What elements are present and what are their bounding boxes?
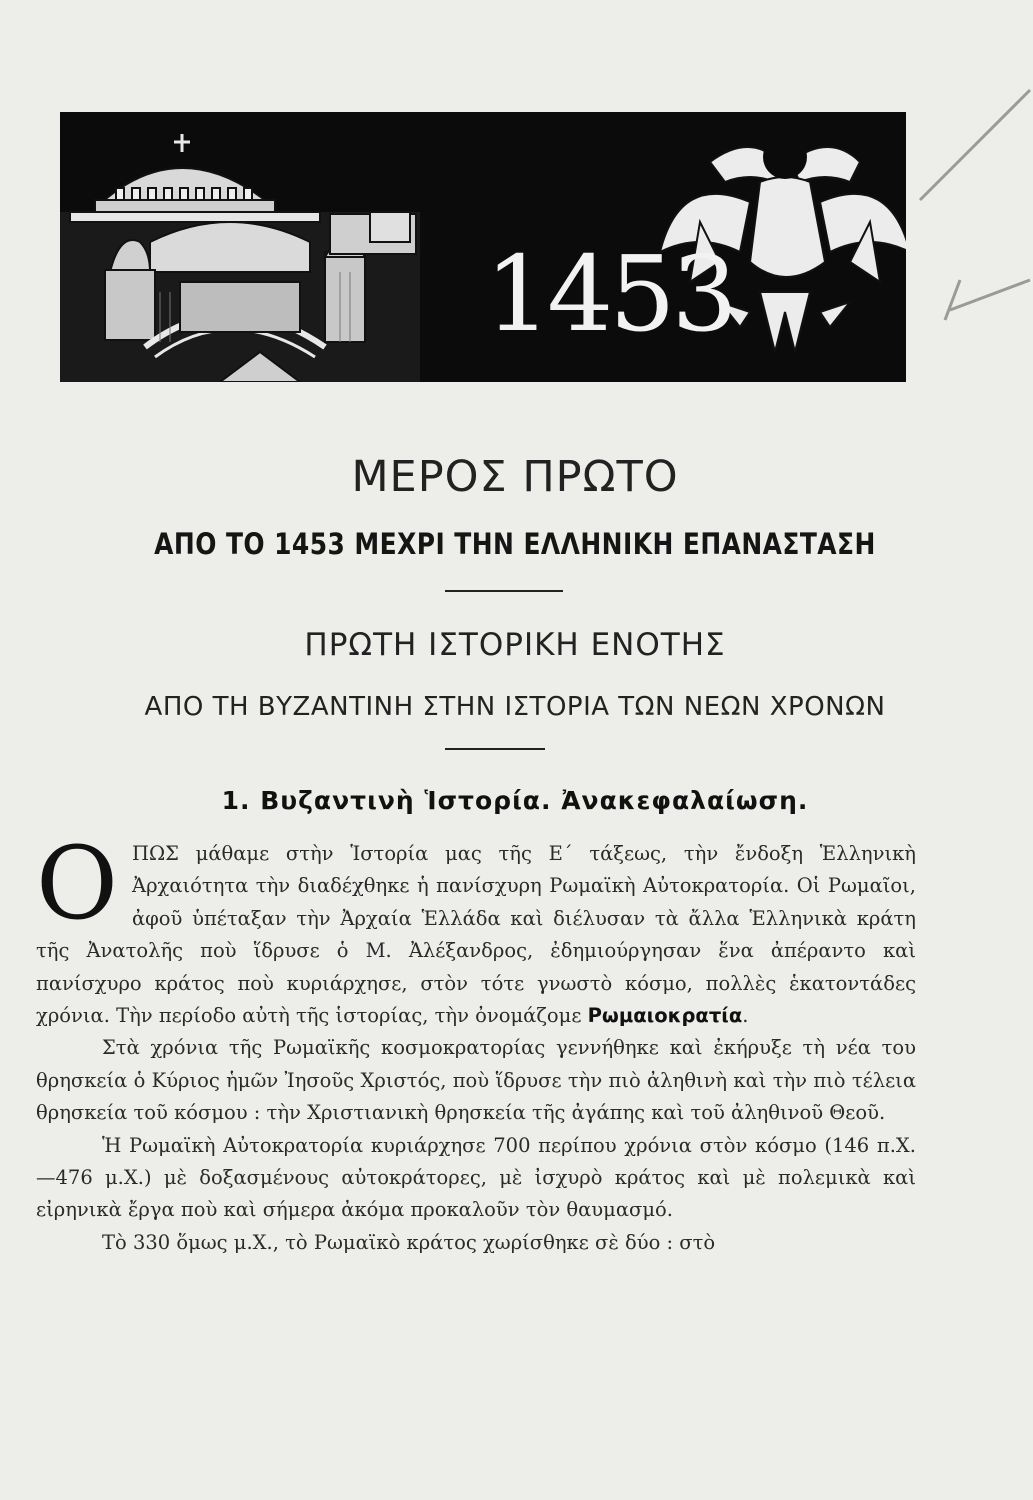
unit-title: ΠΡΩΤΗ ΙΣΤΟΡΙΚΗ ΕΝΟΤΗΣ xyxy=(304,627,726,663)
drop-cap: Ο xyxy=(36,825,118,942)
pencil-check-marks xyxy=(900,80,1033,340)
part-subtitle: ΑΠΟ ΤΟ 1453 ΜΕΧΡΙ ΤΗΝ ΕΛΛΗΝΙΚΗ ΕΠΑΝΑΣΤΑΣΗ xyxy=(154,527,876,561)
paragraph-1 xyxy=(36,825,916,1032)
paragraph-1-end: . xyxy=(742,1004,749,1028)
paragraph-2: Στὰ χρόνια τῆς Ρωμαϊκῆς κοσμοκρατορίας γεννήθηκε καὶ ἐκήρυξε τὴ νέα του θρησκεία ὁ Κύριος ἡμῶν Ἰησοῦς Χριστός, ποὺ ἵδρυσε τὴν πιὸ ἀληθινὴ καὶ τὴν πιὸ τέλεια θρησκεία τοῦ κόσμου : τὴν Χριστιανικὴ θρησκεία τῆς ἀγάπης καὶ τοῦ ἀληθινοῦ Θεοῦ. xyxy=(36,1036,916,1125)
paragraph-4: Τὸ 330 ὅμως μ.Χ., τὸ Ρωμαϊκὸ κράτος χωρίσθηκε σὲ δύο : στὸ xyxy=(102,1230,716,1254)
chapter-heading: 1. Βυζαντινὴ Ἱστορία. Ἀνακεφαλαίωση. xyxy=(221,786,809,815)
header-banner xyxy=(60,112,906,382)
unit-subtitle: ΑΠΟ ΤΗ ΒΥΖΑΝΤΙΝΗ ΣΤΗΝ ΙΣΤΟΡΙΑ ΤΩΝ ΝΕΩΝ ΧΡΟΝΩΝ xyxy=(144,692,886,722)
paragraph-1-text: ΠΩΣ μάθαμε στὴν Ἱστορία μας τῆς Ε΄ τάξεως, τὴν ἔνδοξη Ἑλληνικὴ Ἀρχαιότητα τὴν διαδέχθηκε ἡ πανίσχυρη Ρωμαϊκὴ Αὐτοκρατορία. Οἱ Ρωμαῖοι, ἀφοῦ ὑπέταξαν τὴν Ἀρχαία Ἑλλάδα καὶ διέλυσαν τὰ ἄλλα Ἑλληνικὰ κράτη τῆς Ἀνατολῆς ποὺ ἵδρυσε ὁ Μ. Ἀλέξανδρος, ἐδημιούργησαν ἕνα ἀπέραντο καὶ πανίσχυρο κράτος ποὺ κυριάρχησε, στὸν τότε γνωστὸ κόσμο, πολλὲς ἑκατοντάδες χρόνια. Τὴν περίοδο αὐτὴ τῆς ἱστορίας, τὴν ὀνομάζομε xyxy=(36,842,916,1028)
part-title: ΜΕΡΟΣ ΠΡΩΤΟ xyxy=(351,452,679,502)
emphasis-term: Ρωμαιοκρατία xyxy=(587,1004,743,1028)
body-text xyxy=(36,825,916,1259)
banner-illustration xyxy=(60,112,906,382)
banner-year: 1453 xyxy=(485,233,734,355)
church-dome-illustration xyxy=(60,134,420,382)
divider-rule xyxy=(445,590,563,592)
paragraph-3: Ἡ Ρωμαϊκὴ Αὐτοκρατορία κυριάρχησε 700 περίπου χρόνια στὸν κόσμο (146 π.Χ.—476 μ.Χ.) μὲ δοξασμένους αὐτοκράτορες, μὲ ἰσχυρὸ κράτος καὶ μὲ πολεμικὰ καὶ εἰρηνικὰ ἔργα ποὺ καὶ σήμερα ἀκόμα προκαλοῦν τὸν θαυμασμό. xyxy=(36,1133,916,1222)
divider-rule xyxy=(445,748,545,750)
